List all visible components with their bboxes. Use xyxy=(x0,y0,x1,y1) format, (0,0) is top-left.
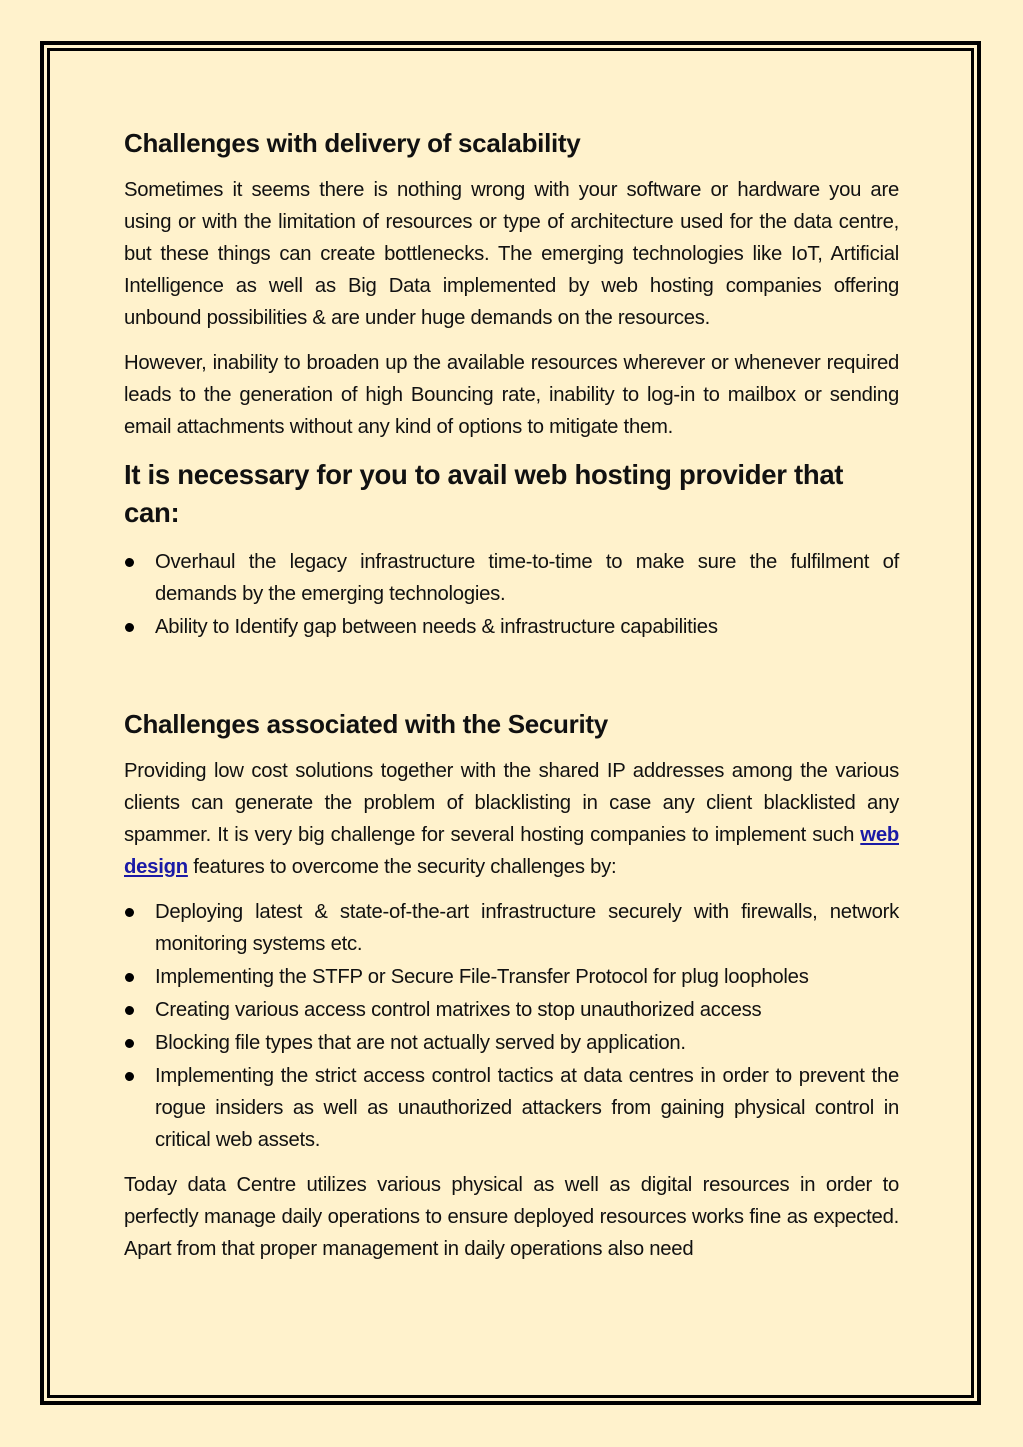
list-item xyxy=(124,994,899,1026)
paragraph: Today data Centre utilizes various physical as well as digital resources in order to perfectly manage daily operations to ensure deployed resources works fine as expected. Apart from that proper management in daily operations also need xyxy=(124,1174,899,1260)
list-item-text: Blocking file types that are not actually served by application. xyxy=(155,1032,686,1054)
section-heading-provider-requirements: It is necessary for you to avail web hosting provider that can: xyxy=(124,459,844,528)
paragraph-text: Providing low cost solutions together with the shared IP addresses among the various clients can generate the problem of blacklisting in case any client blacklisted any spammer. It is very big challenge for several hosting companies to implement such xyxy=(124,760,899,846)
list-item xyxy=(124,611,899,643)
bullet-list xyxy=(124,546,899,643)
list-item-text: Overhaul the legacy infrastructure time-to-time to make sure the fulfilment of demands by the emerging technologies. xyxy=(155,551,899,605)
section-heading-security: Challenges associated with the Security xyxy=(124,709,608,739)
bullet-icon xyxy=(125,908,134,917)
bullet-icon xyxy=(125,973,134,982)
paragraph: Sometimes it seems there is nothing wrong with your software or hardware you are using or with the limitation of resources or type of architecture used for the data centre, but these things can create bottlenecks. The emerging technologies like IoT, Artificial Intelligence as well as Big Data implemented by web hosting companies offering unbound possibilities & are under huge demands on the resources. xyxy=(124,179,899,329)
list-item xyxy=(124,1027,899,1059)
paragraph: However, inability to broaden up the available resources wherever or whenever required leads to the generation of high Bouncing rate, inability to log-in to mailbox or sending email attachments without any kind of options to mitigate them. xyxy=(124,352,899,438)
bullet-icon xyxy=(125,558,134,567)
list-item-text: Implementing the strict access control tactics at data centres in order to prevent the rogue insiders as well as unauthorized attackers from gaining physical control in critical web assets. xyxy=(155,1065,899,1151)
bullet-icon xyxy=(125,1039,134,1048)
bullet-icon xyxy=(125,1072,134,1081)
paragraph-text: features to overcome the security challenges by: xyxy=(187,856,617,878)
paragraph xyxy=(124,755,899,883)
bullet-list xyxy=(124,896,899,1156)
list-item-text: Implementing the STFP or Secure File-Transfer Protocol for plug loopholes xyxy=(155,966,809,988)
list-item xyxy=(124,546,899,610)
bullet-icon xyxy=(125,1006,134,1015)
web-design-link[interactable]: web design xyxy=(124,824,899,878)
section-heading-scalability: Challenges with delivery of scalability xyxy=(124,128,581,158)
list-item xyxy=(124,896,899,960)
bullet-icon xyxy=(125,623,134,632)
document-body xyxy=(124,124,899,1278)
list-item xyxy=(124,961,899,993)
list-item xyxy=(124,1060,899,1156)
list-item-text: Ability to Identify gap between needs & infrastructure capabilities xyxy=(155,616,718,638)
list-item-text: Deploying latest & state-of-the-art infrastructure securely with firewalls, network monitoring systems etc. xyxy=(155,901,899,955)
list-item-text: Creating various access control matrixes to stop unauthorized access xyxy=(155,999,762,1021)
